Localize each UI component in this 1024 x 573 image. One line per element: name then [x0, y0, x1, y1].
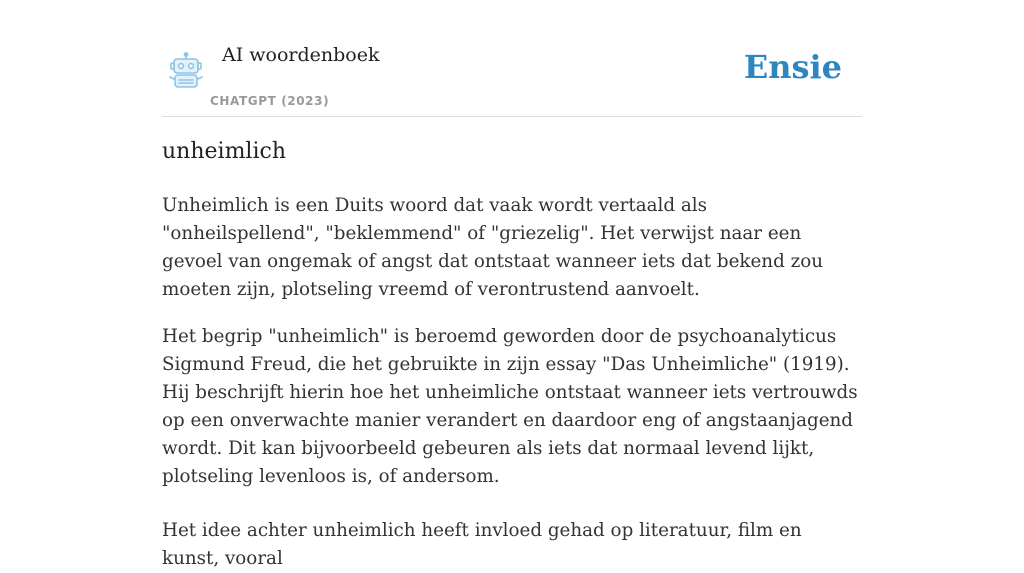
definition-card	[162, 0, 862, 569]
source-header	[162, 0, 862, 117]
source-title[interactable]: AI woordenboek	[222, 44, 380, 66]
source-meta: CHATGPT (2023)	[210, 94, 330, 108]
entry-paragraph: Het idee achter unheimlich heeft invloed gehad op literatuur, film en kunst, vooral	[162, 520, 802, 569]
ensie-logo[interactable]: Ensie	[743, 48, 842, 86]
entry-title: unheimlich	[162, 139, 286, 164]
entry-paragraph: Het begrip "unheimlich" is beroemd geworden door de psychoanalyticus Sigmund Freud, die het gebruikte in zijn essay "Das Unheimliche" (1919). Hij beschrijft hierin hoe het unheimliche ontstaat wanneer iets vertrouwds op een onverwachte manier verandert en daardoor eng of angstaanjagend wordt. Dit kan bijvoorbeeld gebeuren als iets dat normaal levend lijkt, plotseling levenloos is, of andersom.	[162, 326, 858, 487]
entry-body	[162, 192, 862, 573]
robot-icon	[166, 52, 206, 90]
entry-paragraph: Unheimlich is een Duits woord dat vaak wordt vertaald als "onheilspellend", "beklemmend" of "griezelig". Het verwijst naar een gevoel van ongemak of angst dat ontstaat wanneer iets dat bekend zou moeten zijn, plotseling vreemd of verontrustend aanvoelt.	[162, 195, 823, 300]
